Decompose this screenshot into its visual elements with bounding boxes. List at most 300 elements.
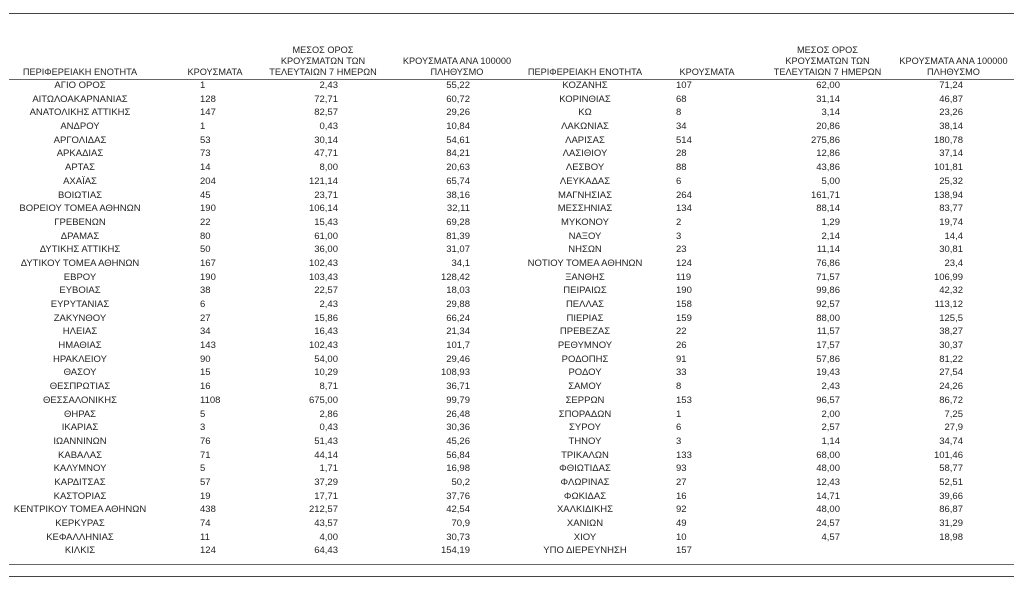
right-cases-value: 1 bbox=[676, 408, 682, 420]
right-region-name: ΡΟΔΟΥ bbox=[568, 367, 602, 379]
left-per100k-value: 38,16 bbox=[446, 189, 470, 201]
right-region-name: ΛΑΣΙΘΙΟΥ bbox=[562, 148, 608, 160]
right-cases-value: 93 bbox=[676, 463, 687, 475]
table-row bbox=[0, 325, 1024, 339]
right-cases-value: 49 bbox=[676, 518, 687, 529]
left-region-name: ΑΡΓΟΛΙΔΑΣ bbox=[53, 134, 107, 146]
left-avg7-value: 30,14 bbox=[314, 134, 338, 146]
left-region-name: ΔΥΤΙΚΗΣ ΑΤΤΙΚΗΣ bbox=[39, 244, 121, 256]
right-cases-value: 91 bbox=[676, 353, 687, 365]
table-row bbox=[0, 189, 1024, 203]
left-avg7-value: 103,43 bbox=[308, 271, 338, 283]
right-region-name: ΣΕΡΡΩΝ bbox=[565, 394, 605, 406]
table-row bbox=[0, 106, 1024, 120]
header-per100k-line1: ΚΡΟΥΣΜΑΤΑ ΑΝΑ 100000 bbox=[402, 56, 512, 66]
table-row bbox=[0, 284, 1024, 298]
table-row bbox=[0, 421, 1024, 435]
left-cases-value: 190 bbox=[200, 203, 216, 215]
right-cases-value: 68 bbox=[676, 93, 687, 105]
right-per100k-value: 31,29 bbox=[939, 518, 963, 529]
left-per100k-value: 21,34 bbox=[446, 326, 470, 338]
right-per100k-value: 38,27 bbox=[939, 326, 963, 338]
left-per100k-value: 50,2 bbox=[451, 476, 470, 488]
right-region-name: ΞΑΝΘΗΣ bbox=[565, 271, 605, 283]
left-region-name: ΘΕΣΣΑΛΟΝΙΚΗΣ bbox=[43, 394, 117, 406]
left-avg7-value: 1,71 bbox=[319, 463, 338, 475]
left-per100k-value: 45,26 bbox=[446, 435, 470, 447]
right-avg7-value: 71,57 bbox=[816, 271, 840, 283]
right-cases-value: 22 bbox=[676, 326, 687, 338]
right-avg7-value: 2,43 bbox=[821, 381, 840, 393]
right-per100k-value: 42,32 bbox=[939, 285, 963, 297]
right-cases-value: 23 bbox=[676, 244, 687, 256]
right-per100k-value: 34,74 bbox=[939, 435, 963, 447]
right-avg7-value: 20,86 bbox=[816, 121, 840, 133]
right-cases-value: 6 bbox=[676, 422, 682, 434]
right-avg7-value: 31,14 bbox=[816, 93, 840, 105]
table-row bbox=[0, 257, 1024, 271]
left-avg7-value: 82,57 bbox=[314, 107, 338, 119]
left-per100k-value: 99,79 bbox=[446, 394, 470, 406]
left-region-name: ΑΝΑΤΟΛΙΚΗΣ ΑΤΤΙΚΗΣ bbox=[29, 107, 131, 119]
right-per100k-value: 113,12 bbox=[934, 299, 963, 310]
right-avg7-value: 19,43 bbox=[816, 367, 840, 379]
right-per100k-value: 83,77 bbox=[939, 203, 963, 215]
left-region-name: ΕΒΡΟΥ bbox=[63, 271, 97, 283]
left-per100k-value: 101,7 bbox=[446, 340, 470, 352]
right-avg7-value: 1,29 bbox=[821, 216, 840, 228]
left-avg7-value: 15,43 bbox=[314, 216, 338, 228]
left-avg7-value: 44,14 bbox=[314, 449, 338, 461]
right-avg7-value: 14,71 bbox=[816, 490, 840, 502]
top-rule bbox=[9, 13, 1014, 14]
left-per100k-value: 26,48 bbox=[446, 408, 470, 420]
left-avg7-value: 17,71 bbox=[314, 490, 338, 502]
left-per100k-value: 42,54 bbox=[446, 504, 470, 516]
left-cases-value: 73 bbox=[200, 148, 211, 160]
left-cases-value: 15 bbox=[200, 367, 211, 379]
header-avg-line2: ΚΡΟΥΣΜΑΤΩΝ ΤΩΝ bbox=[785, 56, 870, 66]
left-region-name: ΒΟΡΕΙΟΥ ΤΟΜΕΑ ΑΘΗΝΩΝ bbox=[19, 203, 141, 215]
right-region-name: ΛΑΚΩΝΙΑΣ bbox=[561, 121, 609, 133]
table-row bbox=[0, 202, 1024, 216]
table-row bbox=[0, 531, 1024, 545]
header-avg-line1: ΜΕΣΟΣ ΟΡΟΣ bbox=[797, 45, 858, 55]
header-cases-label: ΚΡΟΥΣΜΑΤΑ bbox=[679, 67, 735, 77]
left-region-name: ΔΥΤΙΚΟΥ ΤΟΜΕΑ ΑΘΗΝΩΝ bbox=[20, 257, 140, 269]
left-cases-value: 167 bbox=[200, 257, 216, 269]
table-row bbox=[0, 449, 1024, 463]
header-cases-right bbox=[662, 36, 752, 78]
left-region-name: ΗΜΑΘΙΑΣ bbox=[58, 340, 102, 352]
right-per100k-value: 39,66 bbox=[939, 490, 963, 502]
right-per100k-value: 30,37 bbox=[939, 340, 963, 352]
left-region-name: ΕΥΒΟΙΑΣ bbox=[59, 285, 101, 297]
left-avg7-value: 212,57 bbox=[308, 504, 338, 516]
left-per100k-value: 108,93 bbox=[440, 367, 470, 379]
left-cases-value: 1 bbox=[200, 121, 206, 133]
table-row bbox=[0, 366, 1024, 380]
table-row bbox=[0, 161, 1024, 175]
table-row bbox=[0, 462, 1024, 476]
right-avg7-value: 17,57 bbox=[816, 340, 840, 352]
left-cases-value: 71 bbox=[200, 449, 211, 461]
right-per100k-value: 27,9 bbox=[944, 422, 963, 434]
right-cases-value: 153 bbox=[676, 394, 692, 406]
table-row bbox=[0, 353, 1024, 367]
left-per100k-value: 81,39 bbox=[446, 230, 470, 242]
header-avg-left bbox=[268, 36, 378, 78]
left-per100k-value: 29,26 bbox=[446, 107, 470, 119]
header-avg-line2: ΚΡΟΥΣΜΑΤΩΝ ΤΩΝ bbox=[280, 56, 366, 66]
left-region-name: ΑΓΙΟ ΟΡΟΣ bbox=[54, 80, 106, 91]
left-per100k-value: 128,42 bbox=[440, 271, 470, 283]
left-cases-value: 5 bbox=[200, 408, 206, 420]
right-region-name: ΚΟΖΑΝΗΣ bbox=[562, 80, 608, 91]
left-cases-value: 147 bbox=[200, 107, 216, 119]
left-per100k-value: 54,61 bbox=[446, 134, 470, 146]
left-region-name: ΚΕΝΤΡΙΚΟΥ ΤΟΜΕΑ ΑΘΗΝΩΝ bbox=[13, 504, 147, 516]
right-region-name: ΠΙΕΡΙΑΣ bbox=[566, 312, 604, 324]
right-avg7-value: 161,71 bbox=[810, 189, 840, 201]
header-region-label: ΠΕΡΙΦΕΡΕΙΑΚΗ ΕΝΟΤΗΤΑ bbox=[22, 67, 138, 77]
right-per100k-value: 18,98 bbox=[939, 531, 963, 543]
left-avg7-value: 47,71 bbox=[314, 148, 338, 160]
data-table bbox=[0, 79, 1024, 558]
table-row bbox=[0, 147, 1024, 161]
table-row bbox=[0, 490, 1024, 504]
right-per100k-value: 25,32 bbox=[939, 175, 963, 187]
right-cases-value: 28 bbox=[676, 148, 687, 160]
right-cases-value: 159 bbox=[676, 312, 692, 324]
header-avg-line1: ΜΕΣΟΣ ΟΡΟΣ bbox=[292, 45, 354, 55]
right-cases-value: 26 bbox=[676, 340, 687, 352]
table-row bbox=[0, 394, 1024, 408]
right-per100k-value: 58,77 bbox=[939, 463, 963, 475]
right-avg7-value: 88,00 bbox=[816, 312, 840, 324]
right-per100k-value: 71,24 bbox=[939, 80, 963, 91]
right-cases-value: 8 bbox=[676, 381, 682, 393]
right-region-name: ΠΕΙΡΑΙΩΣ bbox=[563, 285, 607, 297]
right-avg7-value: 4,57 bbox=[821, 531, 840, 543]
right-avg7-value: 2,00 bbox=[821, 408, 840, 420]
right-region-name: ΝΗΣΩΝ bbox=[568, 244, 602, 256]
left-per100k-value: 20,63 bbox=[446, 162, 470, 174]
right-avg7-value: 57,86 bbox=[816, 353, 840, 365]
left-avg7-value: 8,71 bbox=[319, 381, 338, 393]
left-region-name: ΑΙΤΩΛΟΑΚΑΡΝΑΝΙΑΣ bbox=[32, 93, 128, 105]
right-cases-value: 3 bbox=[676, 435, 682, 447]
bottom-rule-2 bbox=[9, 576, 1014, 577]
right-region-name: ΚΩ bbox=[578, 107, 592, 119]
header-avg-line3: ΤΕΛΕΥΤΑΙΩΝ 7 ΗΜΕΡΩΝ bbox=[773, 67, 882, 77]
right-region-name: ΦΘΙΩΤΙΔΑΣ bbox=[559, 463, 611, 475]
right-cases-value: 16 bbox=[676, 490, 687, 502]
right-region-name: ΧΑΝΙΩΝ bbox=[566, 518, 604, 529]
left-avg7-value: 61,00 bbox=[314, 230, 338, 242]
right-avg7-value: 48,00 bbox=[816, 504, 840, 516]
right-per100k-value: 46,87 bbox=[939, 93, 963, 105]
header-region-label: ΠΕΡΙΦΕΡΕΙΑΚΗ ΕΝΟΤΗΤΑ bbox=[527, 67, 643, 77]
right-region-name: ΛΕΣΒΟΥ bbox=[565, 162, 605, 174]
header-cases-left bbox=[170, 36, 260, 78]
left-avg7-value: 8,00 bbox=[319, 162, 338, 174]
left-per100k-value: 66,24 bbox=[446, 312, 470, 324]
left-cases-value: 80 bbox=[200, 230, 211, 242]
left-per100k-value: 18,03 bbox=[446, 285, 470, 297]
left-avg7-value: 0,43 bbox=[319, 121, 338, 133]
left-avg7-value: 64,43 bbox=[314, 545, 338, 557]
header-per100k-line2: ΠΛΗΘΥΣΜΟ bbox=[927, 67, 980, 77]
left-cases-value: 90 bbox=[200, 353, 211, 365]
right-per100k-value: 101,81 bbox=[933, 162, 963, 174]
left-region-name: ΔΡΑΜΑΣ bbox=[60, 230, 100, 242]
left-per100k-value: 84,21 bbox=[446, 148, 470, 160]
right-region-name: ΧΑΛΚΙΔΙΚΗΣ bbox=[556, 504, 614, 516]
right-avg7-value: 275,86 bbox=[810, 134, 840, 146]
left-per100k-value: 60,72 bbox=[446, 93, 470, 105]
right-per100k-value: 24,26 bbox=[939, 381, 963, 393]
left-cases-value: 19 bbox=[200, 490, 211, 502]
left-cases-value: 76 bbox=[200, 435, 211, 447]
right-avg7-value: 99,86 bbox=[816, 285, 840, 297]
left-per100k-value: 55,22 bbox=[446, 80, 470, 91]
right-cases-value: 190 bbox=[676, 285, 692, 297]
left-per100k-value: 154,19 bbox=[440, 545, 470, 557]
right-per100k-value: 52,51 bbox=[939, 476, 963, 488]
right-cases-value: 6 bbox=[676, 175, 682, 187]
right-region-name: ΡΟΔΟΠΗΣ bbox=[561, 353, 609, 365]
left-per100k-value: 36,71 bbox=[446, 381, 470, 393]
right-region-name: ΣΑΜΟΥ bbox=[568, 381, 602, 393]
right-per100k-value: 7,25 bbox=[944, 408, 963, 420]
right-cases-value: 92 bbox=[676, 504, 687, 516]
right-region-name: ΠΡΕΒΕΖΑΣ bbox=[559, 326, 611, 338]
right-cases-value: 124 bbox=[676, 257, 692, 269]
right-region-name: ΜΥΚΟΝΟΥ bbox=[561, 216, 609, 228]
right-cases-value: 88 bbox=[676, 162, 687, 174]
left-per100k-value: 70,9 bbox=[451, 518, 470, 529]
table-row bbox=[0, 380, 1024, 394]
right-cases-value: 264 bbox=[676, 189, 692, 201]
left-cases-value: 6 bbox=[200, 299, 206, 310]
left-cases-value: 53 bbox=[200, 134, 211, 146]
left-cases-value: 16 bbox=[200, 381, 211, 393]
right-region-name: ΛΕΥΚΑΔΑΣ bbox=[559, 175, 611, 187]
table-row bbox=[0, 120, 1024, 134]
left-per100k-value: 10,84 bbox=[446, 121, 470, 133]
left-avg7-value: 54,00 bbox=[314, 353, 338, 365]
left-avg7-value: 2,43 bbox=[319, 80, 338, 91]
right-per100k-value: 101,46 bbox=[933, 449, 963, 461]
right-cases-value: 3 bbox=[676, 230, 682, 242]
left-cases-value: 50 bbox=[200, 244, 211, 256]
right-region-name: ΚΟΡΙΝΘΙΑΣ bbox=[559, 93, 611, 105]
left-avg7-value: 36,00 bbox=[314, 244, 338, 256]
left-avg7-value: 22,57 bbox=[314, 285, 338, 297]
table-row bbox=[0, 93, 1024, 107]
left-cases-value: 74 bbox=[200, 518, 211, 529]
left-region-name: ΚΕΡΚΥΡΑΣ bbox=[55, 518, 105, 529]
left-avg7-value: 675,00 bbox=[308, 394, 338, 406]
left-region-name: ΕΥΡΥΤΑΝΙΑΣ bbox=[50, 299, 110, 310]
left-per100k-value: 29,46 bbox=[446, 353, 470, 365]
left-region-name: ΚΕΦΑΛΛΗΝΙΑΣ bbox=[46, 531, 114, 543]
header-per100k-left bbox=[392, 36, 522, 78]
right-avg7-value: 68,00 bbox=[816, 449, 840, 461]
right-cases-value: 134 bbox=[676, 203, 692, 215]
right-avg7-value: 96,57 bbox=[816, 394, 840, 406]
right-region-name: ΥΠΟ ΔΙΕΡΕΥΝΗΣΗ bbox=[543, 545, 627, 557]
header-avg-line3: ΤΕΛΕΥΤΑΙΩΝ 7 ΗΜΕΡΩΝ bbox=[269, 67, 377, 77]
right-region-name: ΦΩΚΙΔΑΣ bbox=[563, 490, 607, 502]
header-per100k-line1: ΚΡΟΥΣΜΑΤΑ ΑΝΑ 100000 bbox=[899, 56, 1008, 66]
left-avg7-value: 51,43 bbox=[314, 435, 338, 447]
left-cases-value: 38 bbox=[200, 285, 211, 297]
left-per100k-value: 29,88 bbox=[446, 299, 470, 310]
table-row bbox=[0, 435, 1024, 449]
right-region-name: ΛΑΡΙΣΑΣ bbox=[565, 134, 605, 146]
right-per100k-value: 37,14 bbox=[939, 148, 963, 160]
right-avg7-value: 62,00 bbox=[816, 80, 840, 91]
left-per100k-value: 16,98 bbox=[446, 463, 470, 475]
left-cases-value: 1108 bbox=[200, 394, 221, 406]
left-region-name: ΑΝΔΡΟΥ bbox=[60, 121, 100, 133]
right-per100k-value: 180,78 bbox=[933, 134, 963, 146]
right-avg7-value: 3,14 bbox=[821, 107, 840, 119]
left-avg7-value: 37,29 bbox=[314, 476, 338, 488]
right-cases-value: 33 bbox=[676, 367, 687, 379]
right-per100k-value: 23,26 bbox=[939, 107, 963, 119]
table-row bbox=[0, 271, 1024, 285]
header-region-right bbox=[510, 36, 660, 78]
right-cases-value: 157 bbox=[676, 545, 692, 557]
table-row bbox=[0, 243, 1024, 257]
left-avg7-value: 121,14 bbox=[308, 175, 338, 187]
header-region-left bbox=[0, 36, 160, 78]
right-region-name: ΣΥΡΟΥ bbox=[569, 422, 601, 434]
left-per100k-value: 69,28 bbox=[446, 216, 470, 228]
right-avg7-value: 48,00 bbox=[816, 463, 840, 475]
right-region-name: ΝΑΞΟΥ bbox=[568, 230, 602, 242]
left-cases-value: 438 bbox=[200, 504, 216, 516]
left-region-name: ΓΡΕΒΕΝΩΝ bbox=[54, 216, 106, 228]
left-avg7-value: 102,43 bbox=[308, 340, 338, 352]
right-per100k-value: 106,99 bbox=[933, 271, 963, 283]
right-cases-value: 27 bbox=[676, 476, 687, 488]
left-region-name: ΖΑΚΥΝΘΟΥ bbox=[53, 312, 107, 324]
left-avg7-value: 10,29 bbox=[314, 367, 338, 379]
left-cases-value: 204 bbox=[200, 175, 216, 187]
left-avg7-value: 15,86 bbox=[314, 312, 338, 324]
table-row bbox=[0, 230, 1024, 244]
left-avg7-value: 2,43 bbox=[319, 299, 338, 310]
table-row bbox=[0, 503, 1024, 517]
left-cases-value: 124 bbox=[200, 545, 216, 557]
left-cases-value: 22 bbox=[200, 216, 211, 228]
right-cases-value: 8 bbox=[676, 107, 682, 119]
right-per100k-value: 81,22 bbox=[939, 353, 963, 365]
right-avg7-value: 12,86 bbox=[816, 148, 840, 160]
left-region-name: ΗΡΑΚΛΕΙΟΥ bbox=[53, 353, 107, 365]
left-per100k-value: 30,36 bbox=[446, 422, 470, 434]
left-cases-value: 128 bbox=[200, 93, 216, 105]
left-region-name: ΑΡΤΑΣ bbox=[65, 162, 95, 174]
left-region-name: ΗΛΕΙΑΣ bbox=[62, 326, 98, 338]
right-per100k-value: 125,5 bbox=[939, 312, 963, 324]
right-per100k-value: 86,87 bbox=[939, 504, 963, 516]
right-region-name: ΠΕΛΛΑΣ bbox=[565, 299, 605, 310]
left-cases-value: 57 bbox=[200, 476, 211, 488]
right-region-name: ΤΗΝΟΥ bbox=[568, 435, 602, 447]
left-avg7-value: 2,86 bbox=[319, 408, 338, 420]
left-cases-value: 11 bbox=[200, 531, 210, 543]
right-cases-value: 2 bbox=[676, 216, 682, 228]
right-cases-value: 133 bbox=[676, 449, 692, 461]
header-cases-label: ΚΡΟΥΣΜΑΤΑ bbox=[187, 67, 243, 77]
left-avg7-value: 4,00 bbox=[319, 531, 338, 543]
left-cases-value: 1 bbox=[200, 80, 206, 91]
bottom-rule-1 bbox=[9, 564, 1014, 565]
left-cases-value: 45 bbox=[200, 189, 211, 201]
left-region-name: ΚΑΛΥΜΝΟΥ bbox=[53, 463, 107, 475]
left-cases-value: 143 bbox=[200, 340, 216, 352]
left-avg7-value: 23,71 bbox=[314, 189, 338, 201]
right-avg7-value: 76,86 bbox=[816, 257, 840, 269]
right-cases-value: 119 bbox=[676, 271, 692, 283]
right-avg7-value: 43,86 bbox=[816, 162, 840, 174]
left-region-name: ΚΑΒΑΛΑΣ bbox=[58, 449, 102, 461]
header-per100k-line2: ΠΛΗΘΥΣΜΟ bbox=[430, 67, 484, 77]
table-row bbox=[0, 544, 1024, 558]
left-avg7-value: 102,43 bbox=[308, 257, 338, 269]
header-avg-right bbox=[765, 36, 890, 78]
right-avg7-value: 1,14 bbox=[821, 435, 840, 447]
right-region-name: ΜΕΣΣΗΝΙΑΣ bbox=[557, 203, 613, 215]
table-row bbox=[0, 216, 1024, 230]
left-per100k-value: 65,74 bbox=[446, 175, 470, 187]
left-avg7-value: 16,43 bbox=[314, 326, 338, 338]
left-region-name: ΚΙΛΚΙΣ bbox=[64, 545, 96, 557]
right-cases-value: 34 bbox=[676, 121, 687, 133]
right-per100k-value: 30,81 bbox=[939, 244, 963, 256]
left-region-name: ΑΧΑΪΑΣ bbox=[63, 175, 97, 187]
left-cases-value: 34 bbox=[200, 326, 211, 338]
left-cases-value: 5 bbox=[200, 463, 206, 475]
right-avg7-value: 24,57 bbox=[816, 518, 840, 529]
right-avg7-value: 2,57 bbox=[821, 422, 840, 434]
left-region-name: ΙΩΑΝΝΙΝΩΝ bbox=[53, 435, 107, 447]
left-region-name: ΚΑΡΔΙΤΣΑΣ bbox=[54, 476, 106, 488]
table-row bbox=[0, 79, 1024, 93]
right-avg7-value: 2,14 bbox=[821, 230, 840, 242]
table-row bbox=[0, 408, 1024, 422]
right-avg7-value: 88,14 bbox=[816, 203, 840, 215]
right-per100k-value: 138,94 bbox=[933, 189, 963, 201]
left-per100k-value: 37,76 bbox=[446, 490, 470, 502]
left-per100k-value: 34,1 bbox=[451, 257, 470, 269]
left-avg7-value: 0,43 bbox=[319, 422, 338, 434]
left-region-name: ΚΑΣΤΟΡΙΑΣ bbox=[53, 490, 107, 502]
right-region-name: ΤΡΙΚΑΛΩΝ bbox=[561, 449, 609, 461]
table-row bbox=[0, 312, 1024, 326]
table-row bbox=[0, 134, 1024, 148]
left-region-name: ΙΚΑΡΙΑΣ bbox=[61, 422, 99, 434]
header-per100k-right bbox=[886, 36, 1021, 78]
table-row bbox=[0, 175, 1024, 189]
left-region-name: ΑΡΚΑΔΙΑΣ bbox=[56, 148, 104, 160]
right-region-name: ΧΙΟΥ bbox=[573, 531, 597, 543]
